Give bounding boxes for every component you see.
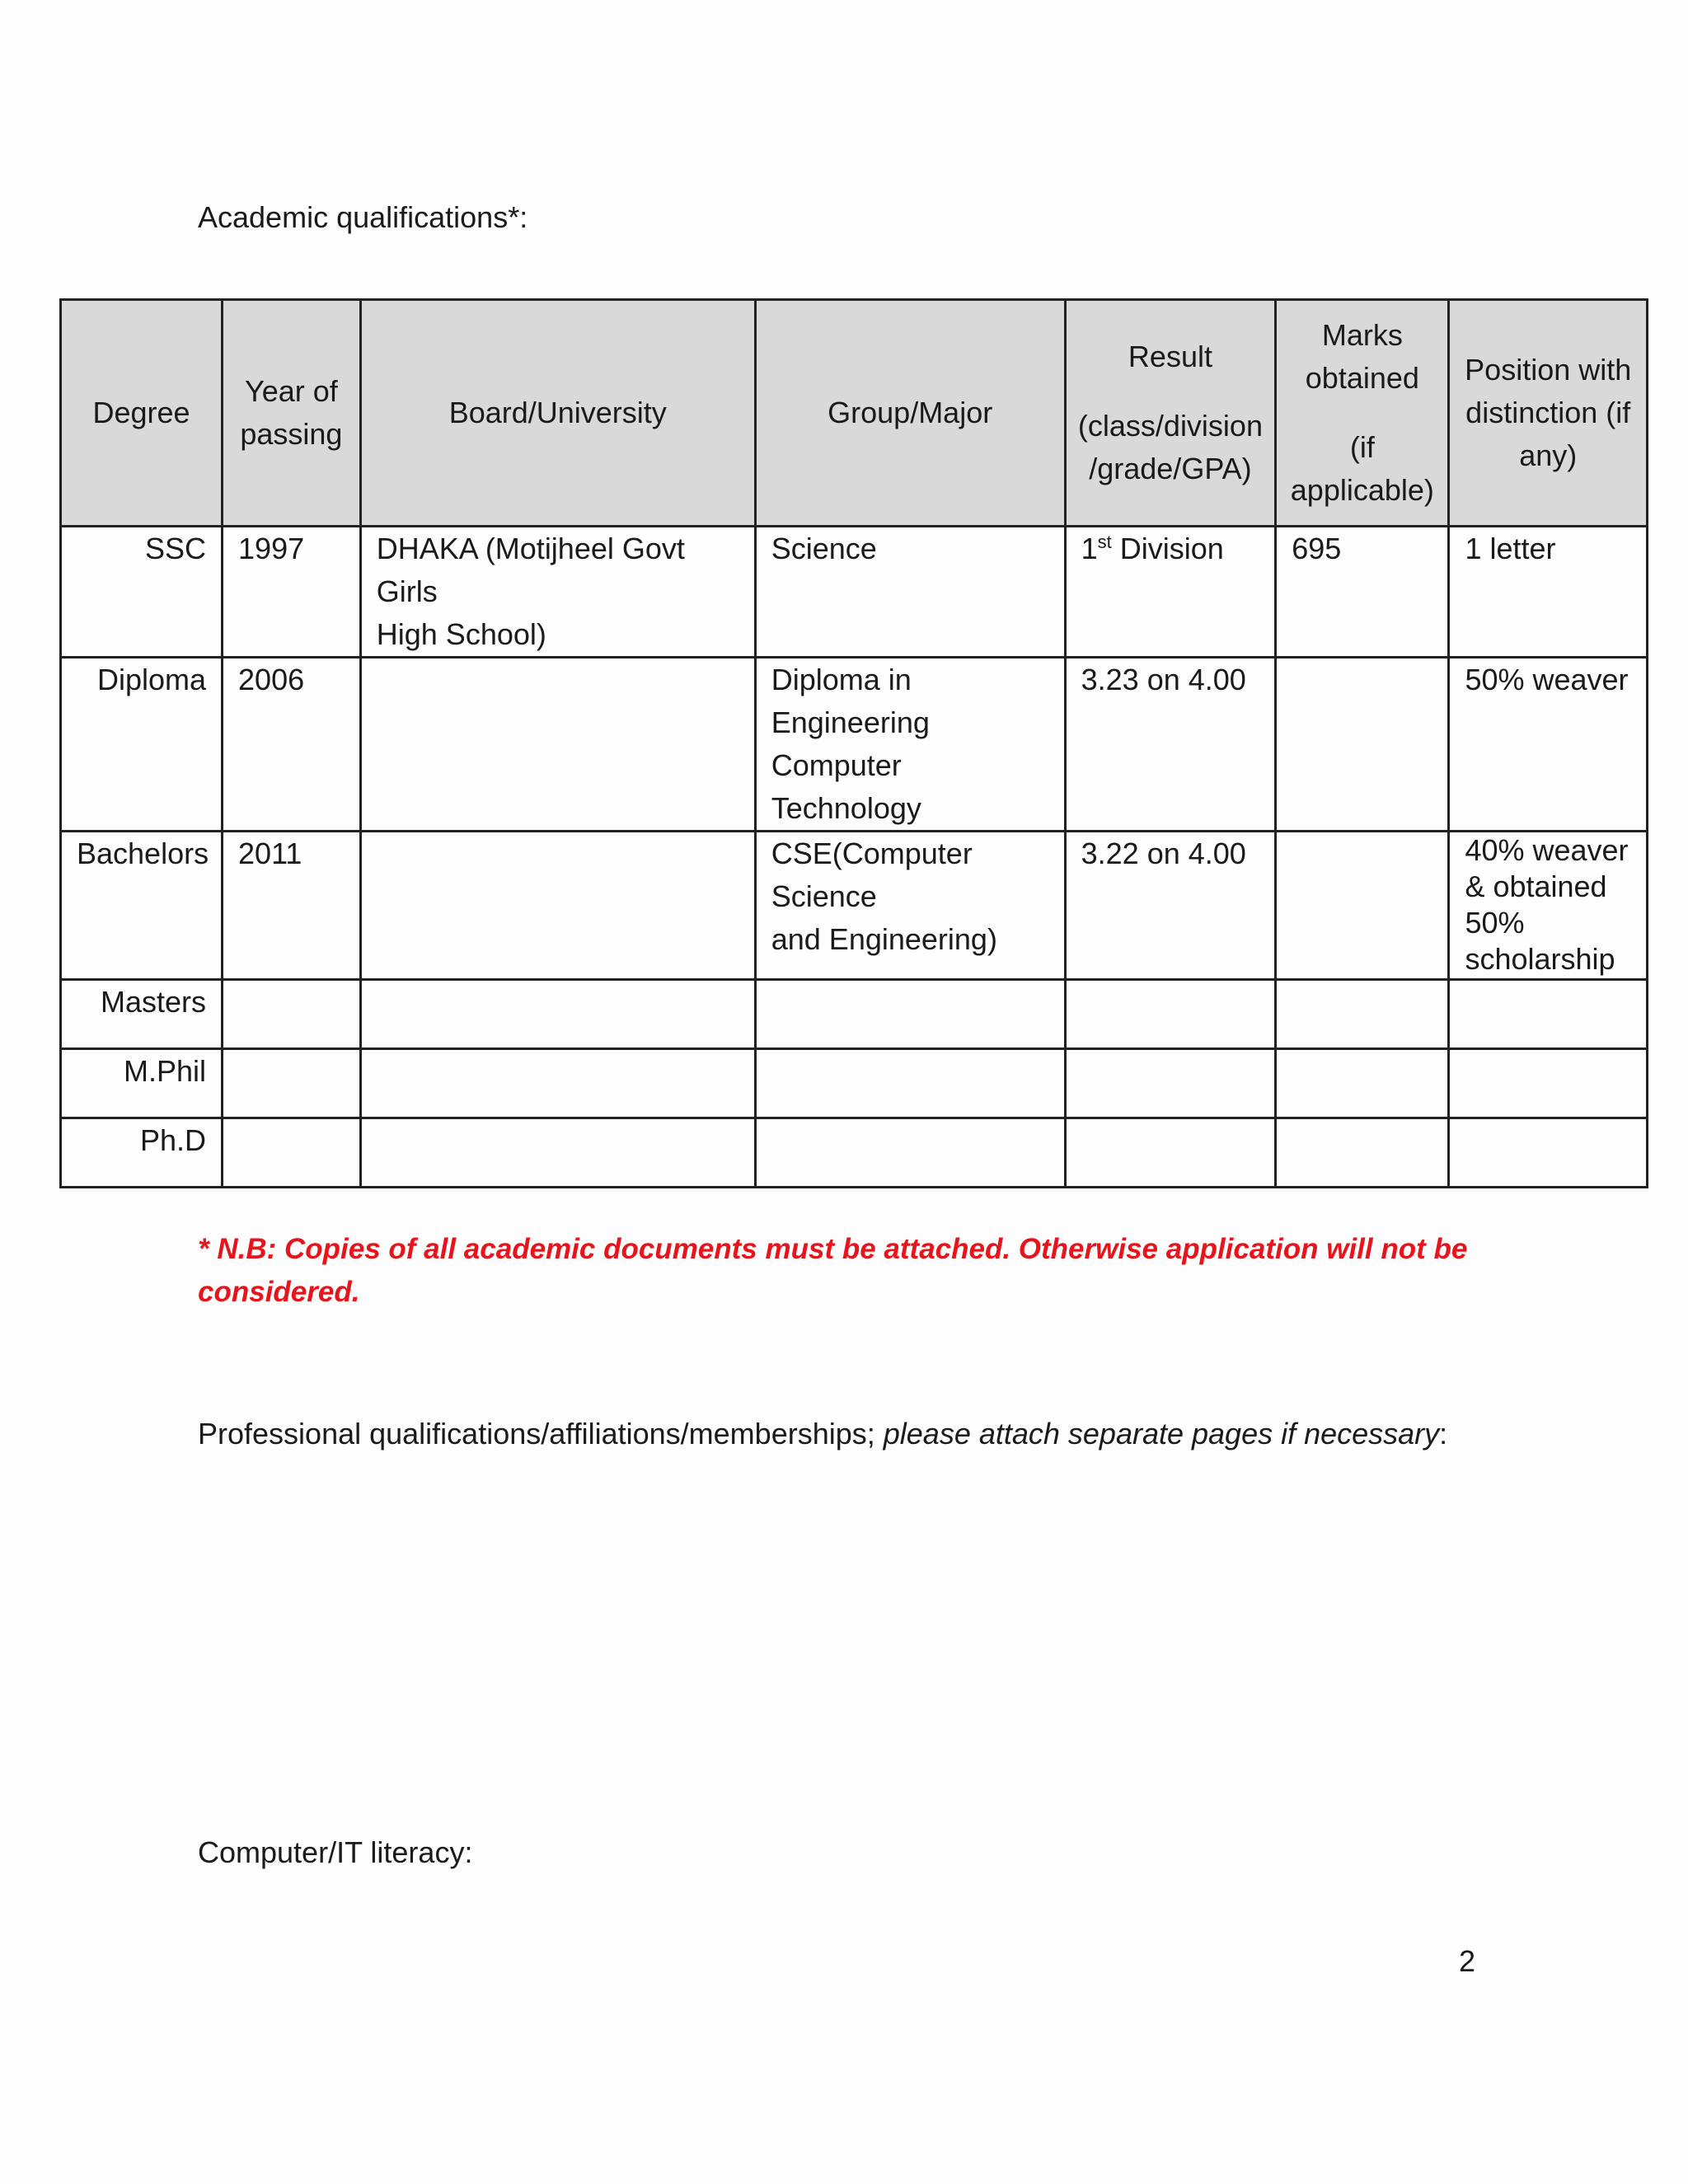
- page-number: 2: [1459, 1944, 1476, 1978]
- academic-qualifications-table: [59, 298, 1648, 1188]
- cell-group: [755, 1118, 1065, 1188]
- header-degree: Degree: [61, 300, 223, 527]
- table-row-phd: [61, 1118, 1648, 1188]
- cell-result: 1st Division: [1065, 527, 1276, 658]
- cell-board: [360, 1049, 755, 1118]
- cell-group: CSE(Computer Science and Engineering): [755, 832, 1065, 980]
- cell-marks: [1276, 1118, 1449, 1188]
- attachment-note: * N.B: Copies of all academic documents must be attached. Otherwise application will not be considered.: [198, 1233, 1468, 1308]
- academic-qualifications-heading: Academic qualifications*:: [198, 200, 528, 234]
- cell-year: 1997: [223, 527, 361, 658]
- cell-year: [223, 980, 361, 1049]
- cell-result: [1065, 980, 1276, 1049]
- cell-year: [223, 1118, 361, 1188]
- cell-marks: [1276, 832, 1449, 980]
- cell-degree: Masters: [61, 980, 223, 1049]
- cell-degree: Ph.D: [61, 1118, 223, 1188]
- cell-marks: [1276, 980, 1449, 1049]
- cell-board: [360, 1118, 755, 1188]
- cell-board: [360, 980, 755, 1049]
- cell-position: [1449, 1049, 1648, 1118]
- cell-degree: Diploma: [61, 658, 223, 832]
- cell-year: [223, 1049, 361, 1118]
- professional-qualifications-label: Professional qualifications/affiliations/memberships; please attach separate pages if necessary:: [198, 1417, 1448, 1451]
- cell-result: [1065, 1118, 1276, 1188]
- cell-board: [360, 832, 755, 980]
- header-marks-obtained: Marks obtained (if applicable): [1276, 300, 1449, 527]
- cell-position: 1 letter: [1449, 527, 1648, 658]
- cell-board: [360, 658, 755, 832]
- header-position-with-distinction: Position with distinction (if any): [1449, 300, 1648, 527]
- header-result: Result (class/division /grade/GPA): [1065, 300, 1276, 527]
- cell-year: 2011: [223, 832, 361, 980]
- cell-result: 3.22 on 4.00: [1065, 832, 1276, 980]
- cell-degree: M.Phil: [61, 1049, 223, 1118]
- computer-it-literacy-label: Computer/IT literacy:: [198, 1835, 473, 1869]
- cell-marks: [1276, 658, 1449, 832]
- cell-group: [755, 980, 1065, 1049]
- header-board-university: Board/University: [360, 300, 755, 527]
- cell-position: [1449, 980, 1648, 1049]
- table-header-row: [61, 300, 1648, 527]
- header-year-of-passing: Year of passing: [223, 300, 361, 527]
- cell-board: DHAKA (Motijheel Govt Girls High School): [360, 527, 755, 658]
- table-row-diploma: [61, 658, 1648, 832]
- table-row-mphil: [61, 1049, 1648, 1118]
- cell-group: Science: [755, 527, 1065, 658]
- cell-result: 3.23 on 4.00: [1065, 658, 1276, 832]
- table-row-ssc: [61, 527, 1648, 658]
- cell-position: 40% weaver & obtained 50% scholarship: [1449, 832, 1648, 980]
- cell-degree: Bachelors: [61, 832, 223, 980]
- cell-marks: 695: [1276, 527, 1449, 658]
- cell-result: [1065, 1049, 1276, 1118]
- table-row-masters: [61, 980, 1648, 1049]
- cell-marks: [1276, 1049, 1449, 1118]
- table-row-bachelors: [61, 832, 1648, 980]
- cell-position: [1449, 1118, 1648, 1188]
- cell-position: 50% weaver: [1449, 658, 1648, 832]
- cell-degree: SSC: [61, 527, 223, 658]
- cell-year: 2006: [223, 658, 361, 832]
- header-group-major: Group/Major: [755, 300, 1065, 527]
- cell-group: [755, 1049, 1065, 1118]
- cell-group: Diploma in Engineering Computer Technology: [755, 658, 1065, 832]
